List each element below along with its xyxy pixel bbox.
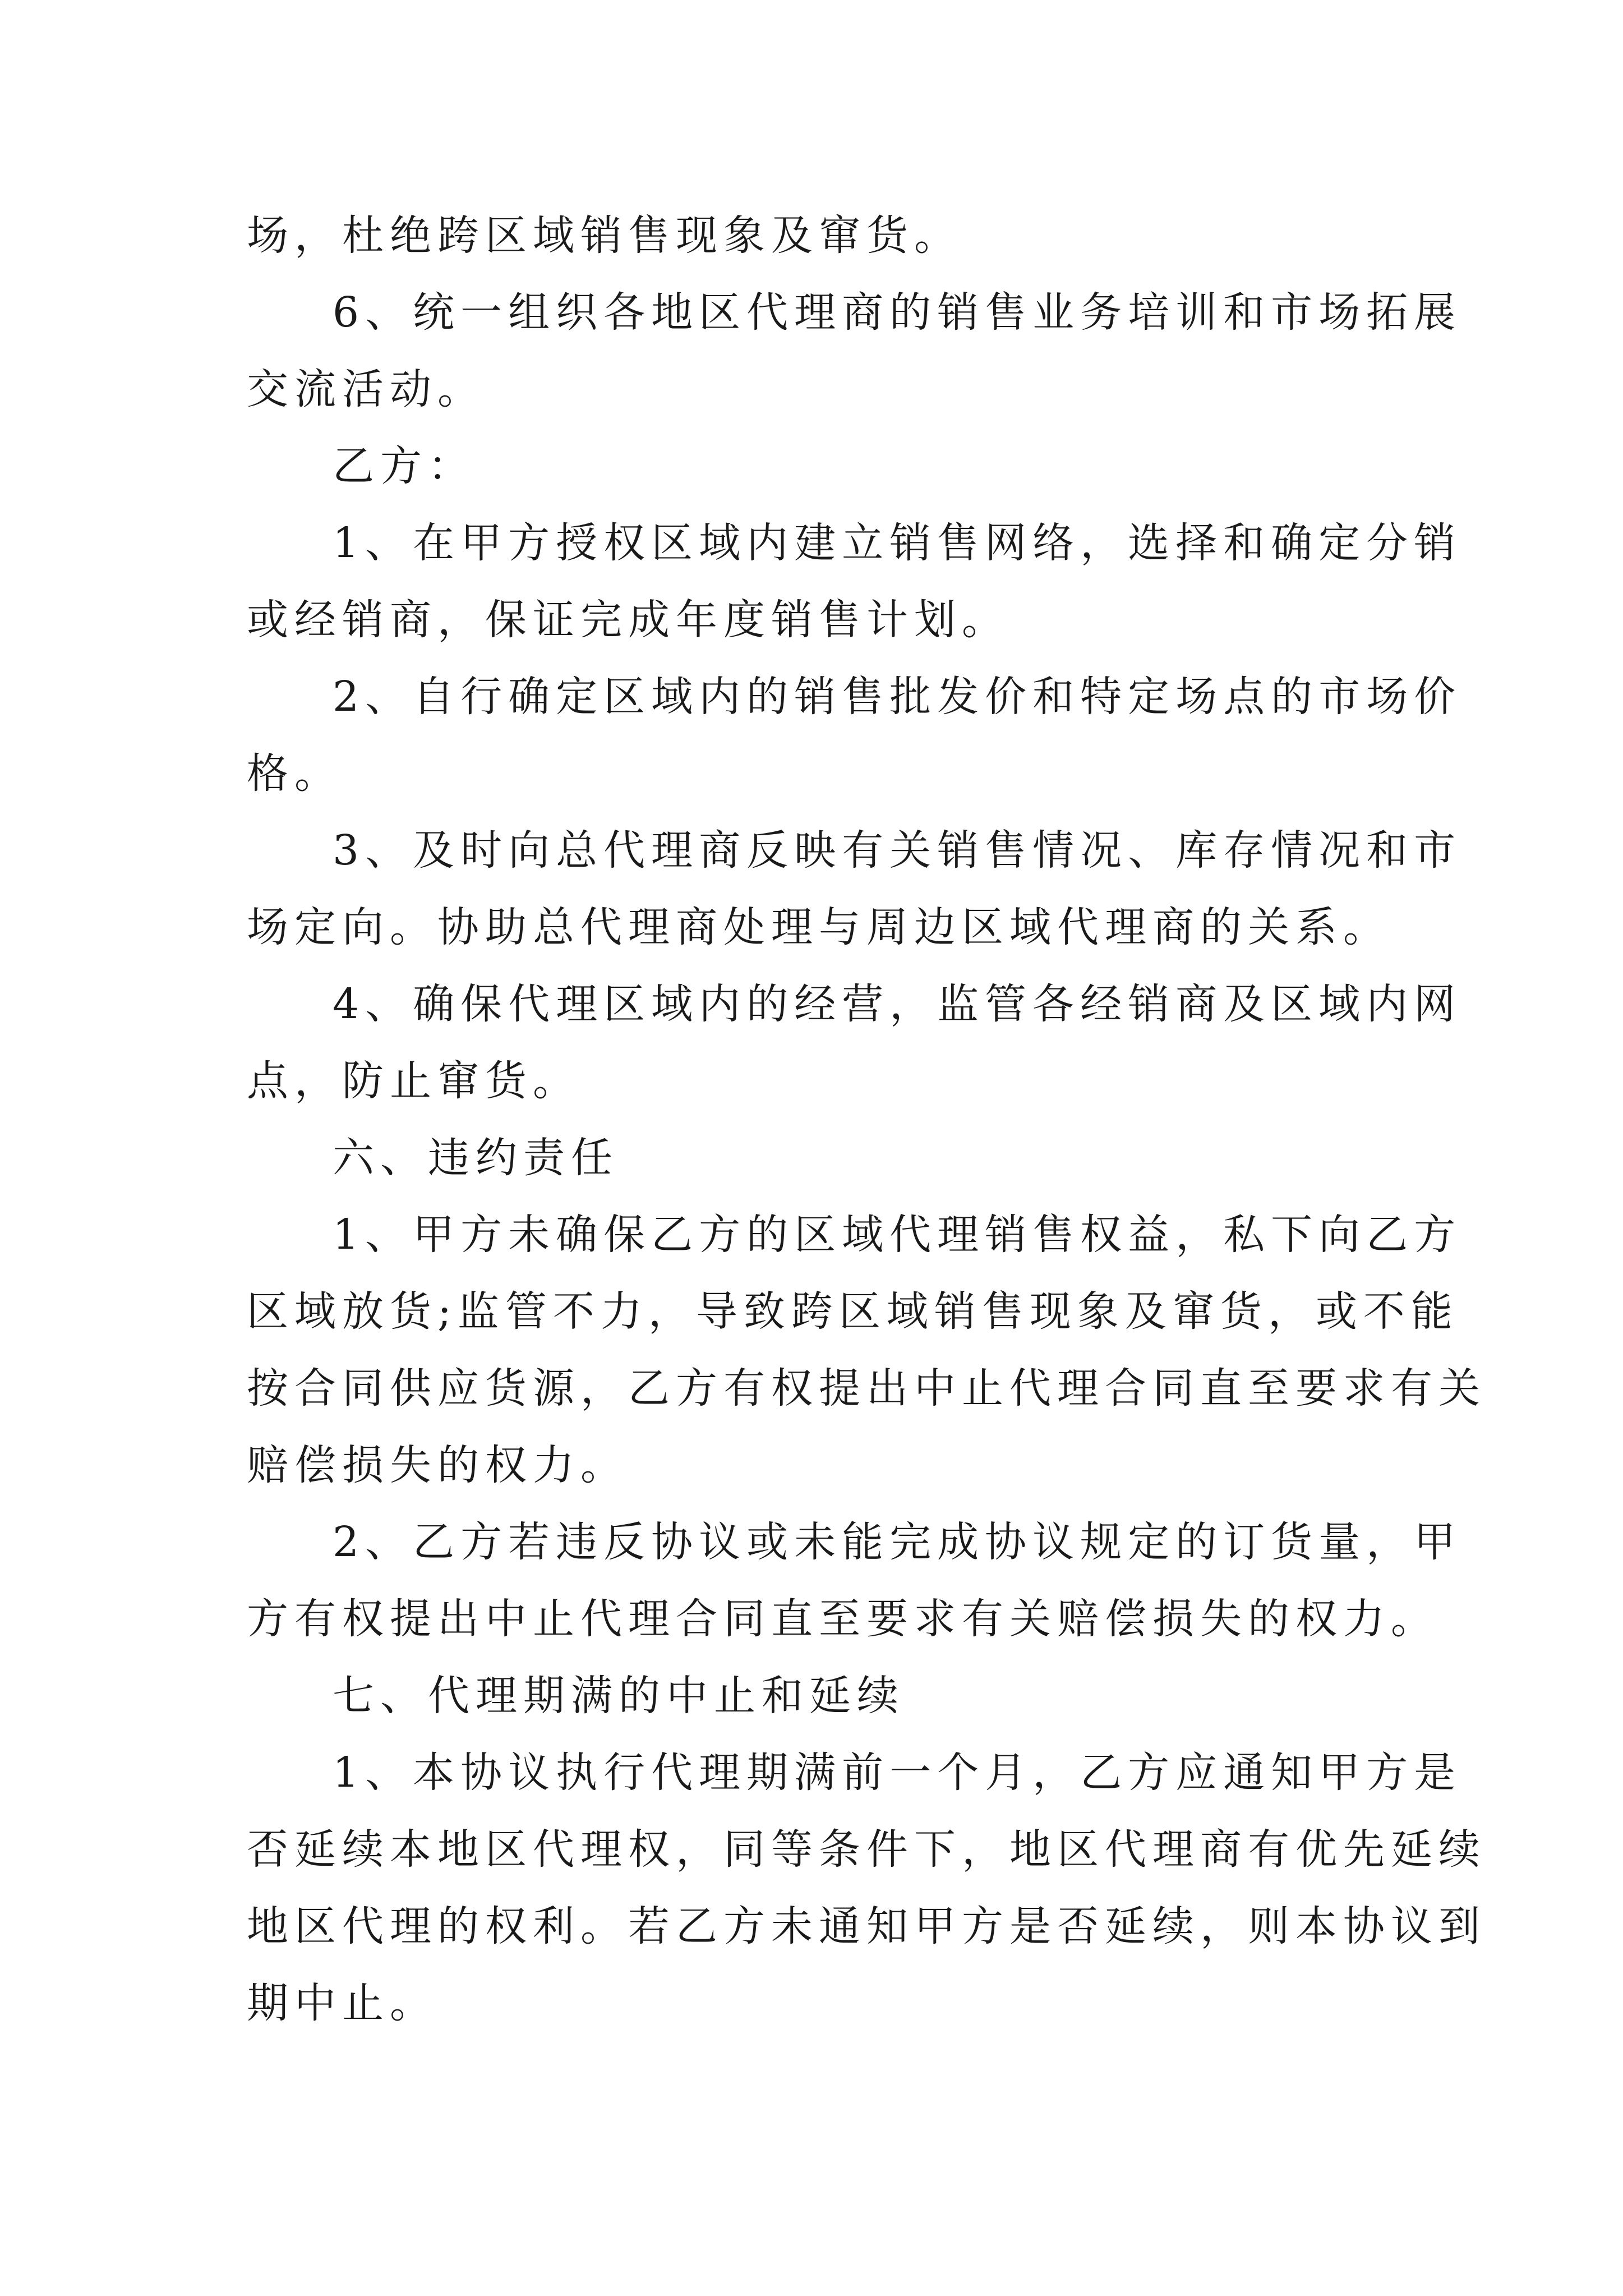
text-line: 1、本协议执行代理期满前一个月，乙方应通知甲方是 xyxy=(333,1749,1462,1797)
text-line: 6、统一组织各地区代理商的销售业务培训和市场拓展 xyxy=(333,288,1462,337)
text-line: 3、及时向总代理商反映有关销售情况、库存情况和市 xyxy=(333,826,1462,875)
text-line: 期中止。 xyxy=(247,1979,437,2027)
text-line: 场，杜绝跨区域销售现象及窜货。 xyxy=(247,211,962,260)
text-line: 格。 xyxy=(247,749,342,798)
text-line: 4、确保代理区域内的经营，监管各经销商及区域内网 xyxy=(333,980,1462,1028)
text-line: 或经销商，保证完成年度销售计划。 xyxy=(247,596,1009,644)
text-line: 赔偿损失的权力。 xyxy=(247,1441,628,1489)
section-heading: 七、代理期满的中止和延续 xyxy=(333,1672,905,1720)
text-line: 1、甲方未确保乙方的区域代理销售权益，私下向乙方 xyxy=(333,1211,1462,1259)
text-line: 方有权提出中止代理合同直至要求有关赔偿损失的权力。 xyxy=(247,1595,1438,1643)
text-line: 否延续本地区代理权，同等条件下，地区代理商有优先延续 xyxy=(247,1825,1486,1874)
text-line: 1、在甲方授权区域内建立销售网络，选择和确定分销 xyxy=(333,519,1462,567)
document-body xyxy=(247,197,1486,2042)
section-heading: 乙方： xyxy=(333,442,476,490)
text-line: 交流活动。 xyxy=(247,365,485,413)
text-line: 场定向。协助总代理商处理与周边区域代理商的关系。 xyxy=(247,903,1391,951)
text-line: 2、乙方若违反协议或未能完成协议规定的订货量，甲 xyxy=(333,1518,1462,1566)
text-line: 区域放货;监管不力，导致跨区域销售现象及窜货，或不能 xyxy=(247,1287,1459,1336)
text-line: 地区代理的权利。若乙方未通知甲方是否延续，则本协议到 xyxy=(247,1902,1486,1950)
text-line: 2、自行确定区域内的销售批发价和特定场点的市场价 xyxy=(333,673,1462,721)
text-line: 点，防止窜货。 xyxy=(247,1057,580,1105)
text-line: 按合同供应货源，乙方有权提出中止代理合同直至要求有关 xyxy=(247,1364,1486,1412)
section-heading: 六、违约责任 xyxy=(333,1134,619,1182)
